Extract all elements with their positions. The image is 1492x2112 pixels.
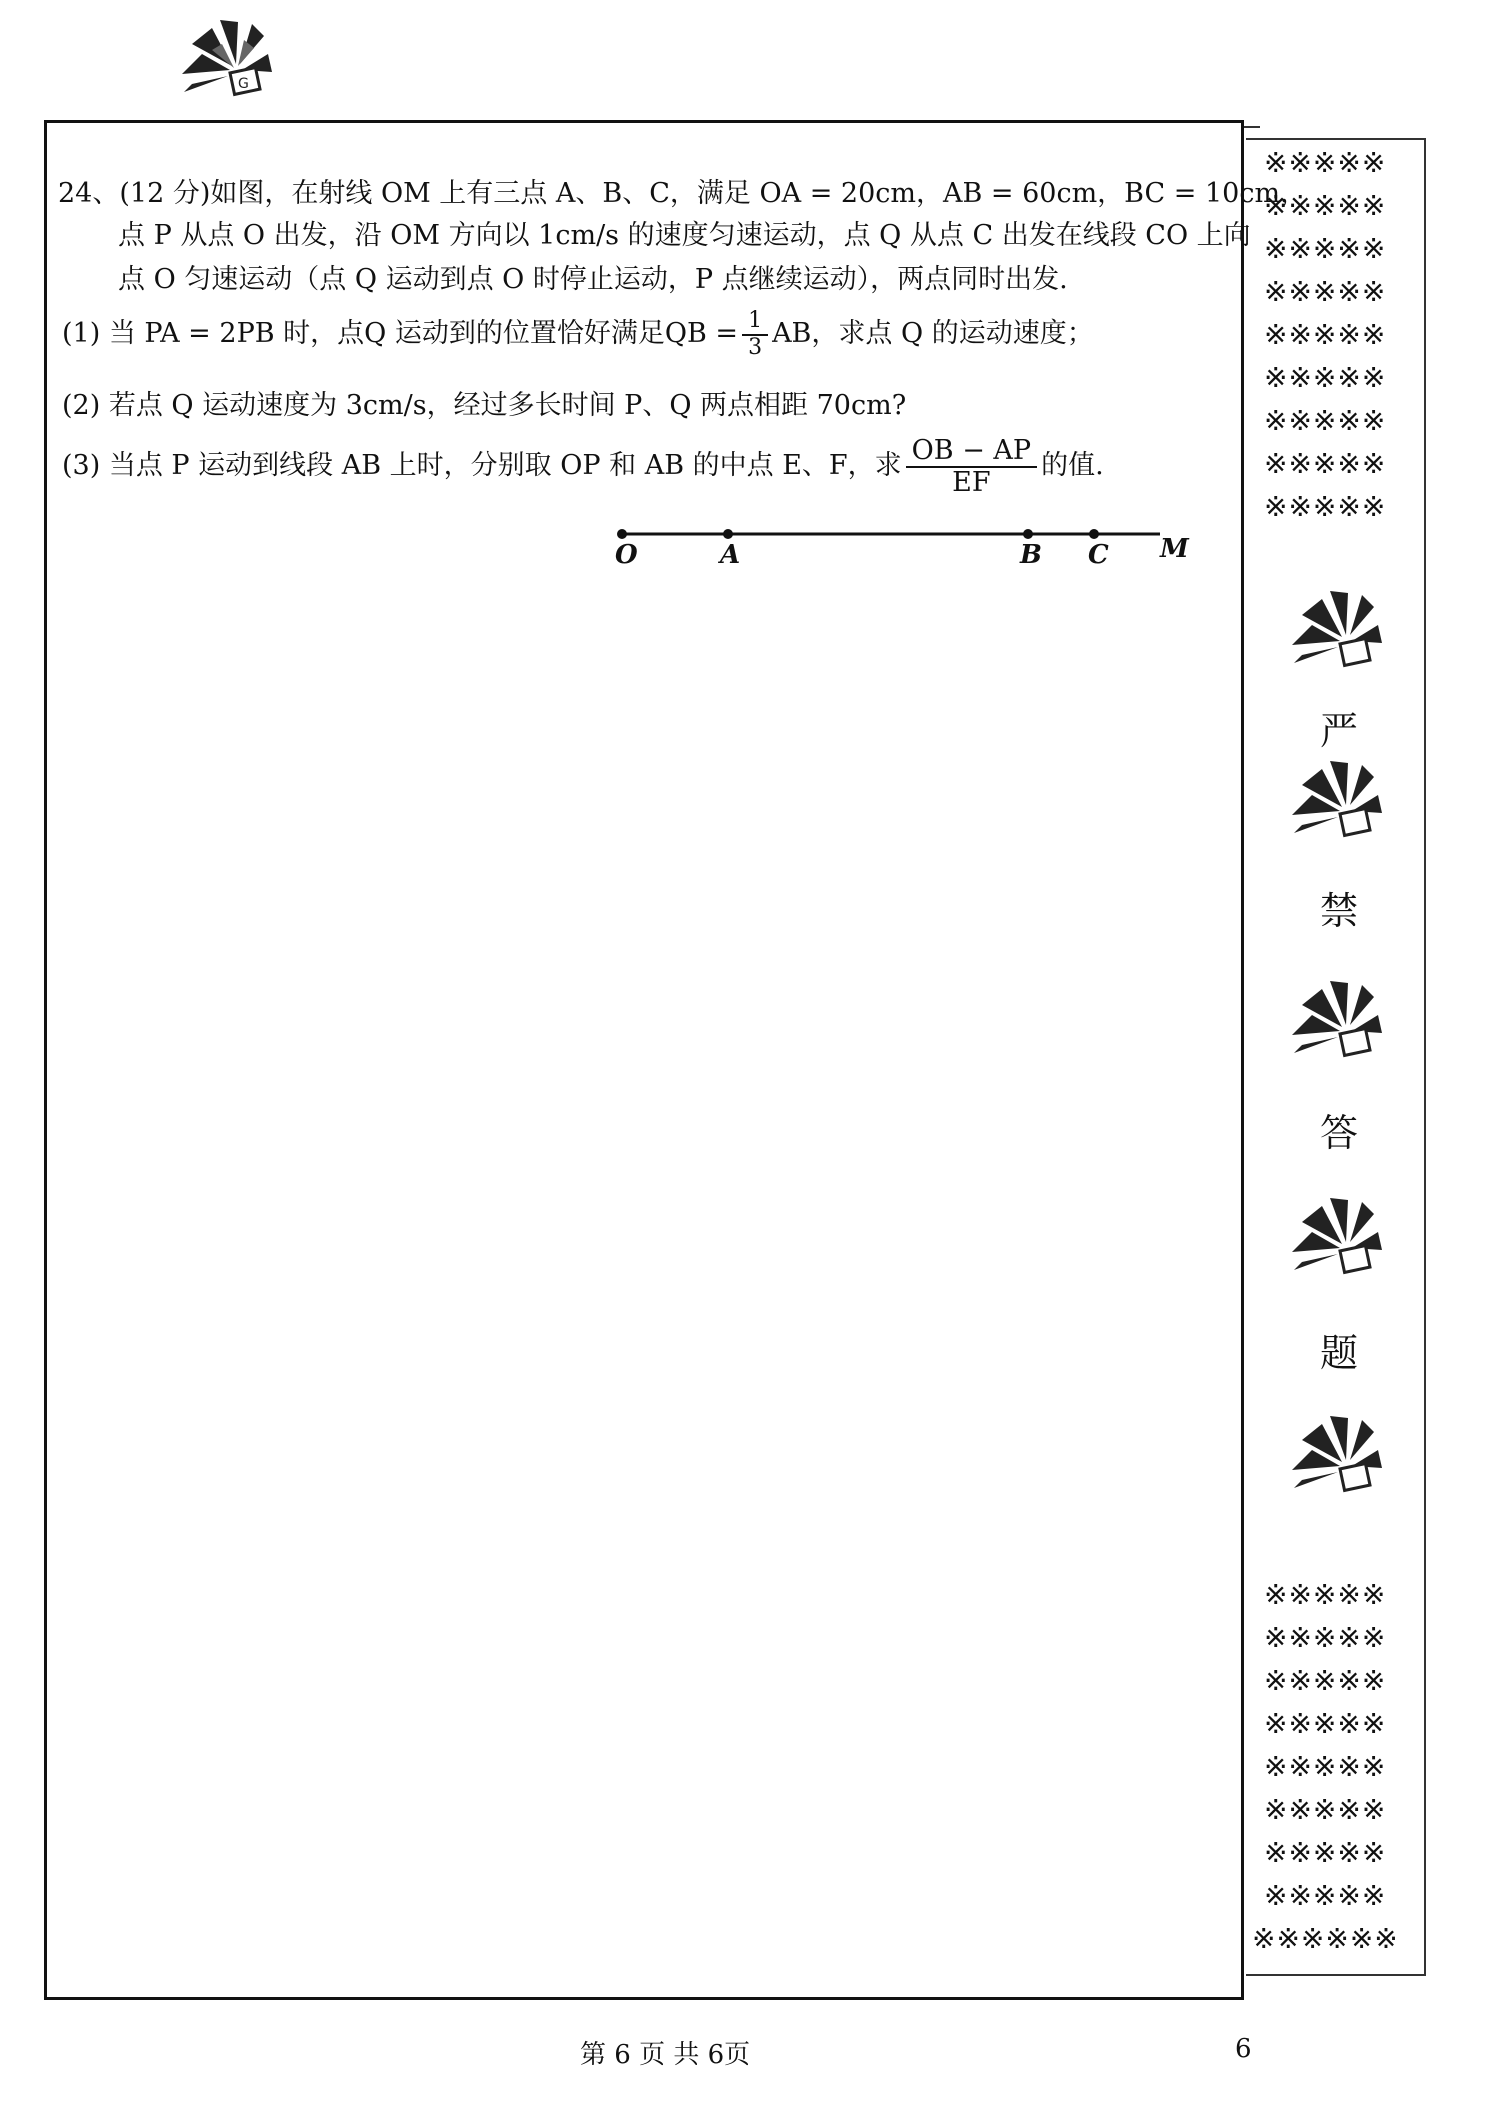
page-indicator: 第 6 页 共 6页 (580, 2040, 751, 2070)
school-logo-icon (1282, 975, 1386, 1067)
question-line-2: 点 P 从点 O 出发，沿 OM 方向以 1cm/s 的速度匀速运动，点 Q 从点 C 出发在线段 CO 上向 (118, 220, 1251, 251)
seal-mark-row: ※※※※※ (1264, 275, 1387, 308)
seal-mark-row: ※※※※※ (1264, 1578, 1387, 1611)
sub3-fraction (906, 436, 1037, 497)
seal-mark-row: ※※※※※ (1264, 146, 1387, 179)
seal-mark-row: ※※※※※ (1264, 1621, 1387, 1654)
seal-mark-row: ※※※※※ (1264, 361, 1387, 394)
seal-mark-row: ※※※※※ (1264, 232, 1387, 265)
sub3-frac-num: OB − AP (906, 436, 1037, 468)
seal-mark-row: ※※※※※ (1264, 1750, 1387, 1783)
sub3-frac-den: EF (952, 466, 991, 498)
label-a: A (720, 540, 741, 570)
seal-mark-row: ※※※※※ (1264, 1664, 1387, 1697)
sub-question-3 (62, 424, 1104, 508)
seal-mark-row: ※※※※※ (1264, 1879, 1387, 1912)
school-logo-icon (1282, 585, 1386, 677)
point-c (1089, 529, 1099, 539)
svg-text:G: G (238, 76, 249, 92)
question-line-1: 24、(12 分)如图，在射线 OM 上有三点 A、B、C，满足 OA = 20cm，AB = 60cm，BC = 10cm， (58, 178, 1308, 209)
ray-figure (600, 520, 1200, 570)
sub1-frac-num: 1 (742, 309, 768, 335)
sub1-prefix: (1) 当 PA = 2PB 时，点Q 运动到的位置恰好满足QB = (62, 318, 739, 349)
seal-mark-row: ※※※※※ (1264, 404, 1387, 437)
page-number: 6 (1235, 2034, 1252, 2064)
point-b (1023, 529, 1033, 539)
label-m: M (1160, 534, 1189, 564)
seal-char-2: 禁 (1320, 889, 1359, 933)
seal-char-4: 题 (1320, 1331, 1359, 1375)
label-c: C (1088, 540, 1109, 570)
point-a (723, 529, 733, 539)
sub-question-1 (62, 304, 1094, 364)
sub-question-2: (2) 若点 Q 运动速度为 3cm/s，经过多长时间 P、Q 两点相距 70cm? (62, 390, 907, 421)
seal-mark-row: ※※※※※ (1264, 490, 1387, 523)
school-logo-icon (1282, 1192, 1386, 1284)
school-logo-icon (172, 14, 276, 106)
seal-mark-row: ※※※※※ (1264, 1707, 1387, 1740)
seal-mark-row: ※※※※※ (1264, 1793, 1387, 1826)
point-o (617, 529, 627, 539)
sub3-suffix: 的值. (1041, 450, 1104, 481)
sub3-prefix: (3) 当点 P 运动到线段 AB 上时，分别取 OP 和 AB 的中点 E、F，求 (62, 450, 902, 481)
label-o: O (615, 540, 638, 570)
school-logo-icon (1282, 755, 1386, 847)
sub1-frac-den: 3 (748, 334, 763, 360)
sub1-suffix: AB，求点 Q 的运动速度； (772, 318, 1094, 349)
seal-char-1: 严 (1320, 709, 1359, 753)
question-line-3: 点 O 匀速运动（点 Q 运动到点 O 时停止运动，P 点继续运动），两点同时出发. (118, 264, 1068, 295)
label-b: B (1020, 540, 1042, 570)
seal-mark-row: ※※※※※ (1264, 189, 1387, 222)
seal-char-3: 答 (1320, 1111, 1359, 1155)
panel-tick (1244, 126, 1260, 128)
sub1-fraction (742, 309, 768, 359)
seal-mark-row: ※※※※※ (1264, 318, 1387, 351)
seal-mark-row: ※※※※※ (1264, 1836, 1387, 1869)
seal-mark-row: ※※※※※※ (1252, 1922, 1399, 1955)
school-logo-icon (1282, 1410, 1386, 1502)
seal-mark-row: ※※※※※ (1264, 447, 1387, 480)
